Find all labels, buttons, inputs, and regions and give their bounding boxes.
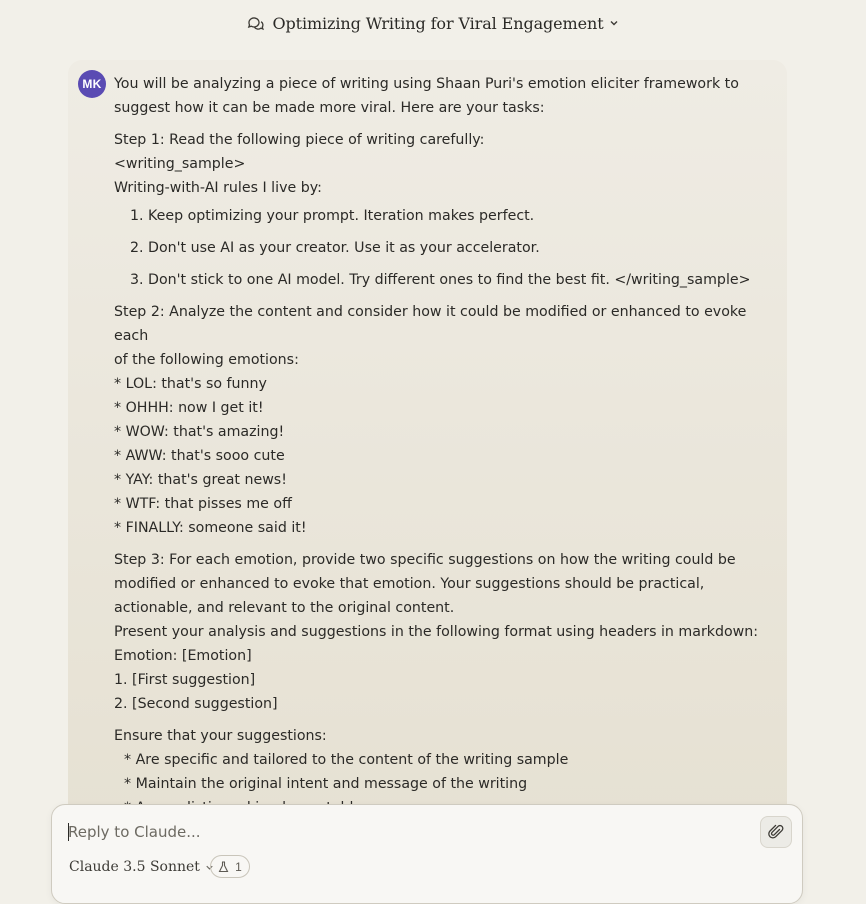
reply-composer <box>51 804 803 904</box>
list-item: 3. Don't stick to one AI model. Try different ones to find the best fit. </writing_sample> <box>130 272 751 288</box>
paperclip-icon <box>767 823 785 841</box>
step2-paragraph: Step 2: Analyze the content and consider how it could be modified or enhanced to evoke each of the following emotions: * LOL: that's so funny * OHHH: now I get it! * WOW: that's amazing! * AWW: that's sooo cute * YAY: that's great news! * WTF: that pisses me off * FINALLY: someone said it! <box>114 304 747 536</box>
step3-paragraph: Step 3: For each emotion, provide two specific suggestions on how the writing could be modified or enhanced to evoke that emotion. Your suggestions should be practical, actionable, and relevant to the original content. Present your analysis and suggestions in the following format using headers in markdown: Emotion: [Emotion] 1. [First suggestion] 2. [Second suggestion] <box>114 552 759 712</box>
ensure-paragraph: Ensure that your suggestions: * Are specific and tailored to the content of the writing sample * Maintain the original intent and message of the writing <box>114 728 569 792</box>
model-name: Claude 3.5 Sonnet <box>69 859 200 875</box>
badge-count: 1 <box>235 859 242 874</box>
feature-badge[interactable] <box>210 855 250 878</box>
user-message <box>68 60 787 820</box>
avatar: MK <box>78 70 106 98</box>
chat-bubbles-icon <box>246 14 264 32</box>
conversation-title-button[interactable] <box>272 14 619 33</box>
attach-button[interactable] <box>760 816 792 848</box>
conversation-title: Optimizing Writing for Viral Engagement <box>272 13 604 33</box>
intro-paragraph: You will be analyzing a piece of writing using Shaan Puri's emotion eliciter framework to suggest how it can be made more viral. Here are your tasks: <box>114 76 739 116</box>
list-item: 1. Keep optimizing your prompt. Iteration makes perfect. <box>130 208 535 224</box>
rules-list <box>114 204 774 292</box>
step1-paragraph: Step 1: Read the following piece of writing carefully: <writing_sample> Writing-with-AI rules I live by: <box>114 132 485 196</box>
conversation-header <box>0 0 866 46</box>
model-selector[interactable] <box>69 856 215 878</box>
reply-input[interactable] <box>68 819 748 845</box>
flask-icon <box>218 861 229 873</box>
list-item: 2. Don't use AI as your creator. Use it as your accelerator. <box>130 240 540 256</box>
message-body <box>114 72 774 852</box>
chevron-down-icon <box>608 17 620 29</box>
